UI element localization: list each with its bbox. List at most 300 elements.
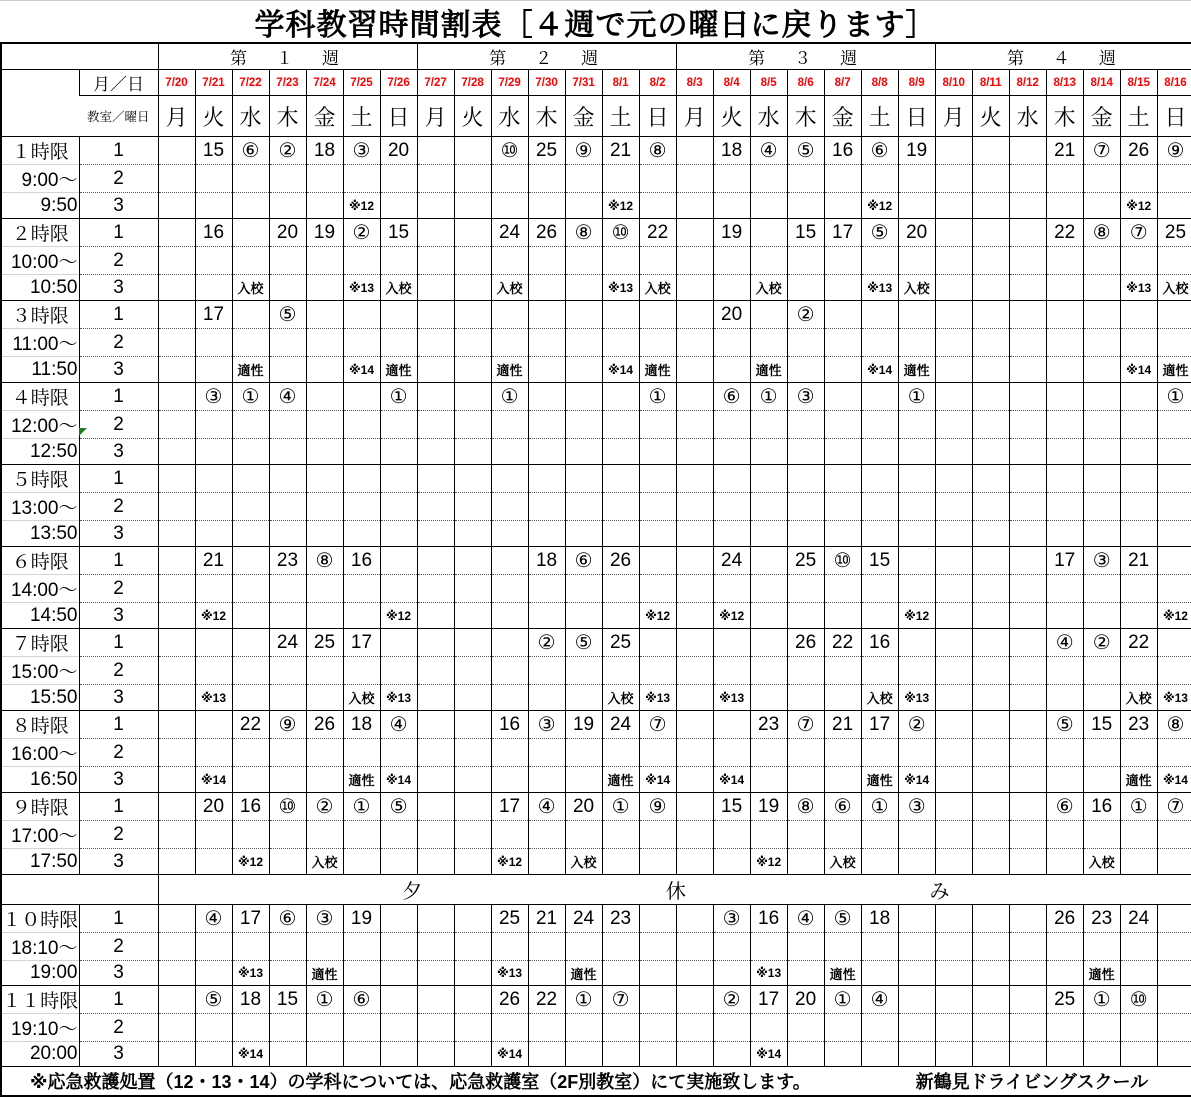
lesson-cell: [676, 961, 713, 986]
lesson-cell: [639, 986, 676, 1014]
lesson-cell: [417, 165, 454, 193]
lesson-cell: [306, 1014, 343, 1042]
lesson-cell: [454, 301, 491, 329]
lesson-cell: [195, 247, 232, 275]
lesson-cell: [639, 657, 676, 685]
lesson-cell: [343, 603, 380, 629]
date-cell: 8/11: [972, 70, 1009, 96]
lesson-cell: [491, 439, 528, 465]
lesson-cell: [750, 301, 787, 329]
lesson-cell: 適性: [1120, 767, 1157, 793]
lesson-cell: [713, 933, 750, 961]
lesson-cell: [1009, 685, 1046, 711]
lesson-cell: 26: [787, 629, 824, 657]
lesson-cell: 16: [861, 629, 898, 657]
lesson-cell: 入校: [380, 275, 417, 301]
lesson-cell: [158, 657, 195, 685]
day-cell: 木: [269, 96, 306, 137]
lesson-cell: [565, 933, 602, 961]
lesson-cell: [861, 1042, 898, 1067]
lesson-cell: [972, 193, 1009, 219]
lesson-cell: ③: [343, 137, 380, 165]
lesson-cell: [750, 603, 787, 629]
lesson-cell: ⑩: [824, 547, 861, 575]
lesson-cell: 25: [491, 905, 528, 933]
lesson-cell: [1083, 329, 1120, 357]
lesson-cell: [1083, 521, 1120, 547]
lesson-cell: [1046, 465, 1083, 493]
lesson-cell: [676, 629, 713, 657]
lesson-cell: [787, 575, 824, 603]
lesson-cell: [343, 301, 380, 329]
date-cell: 7/29: [491, 70, 528, 96]
lesson-cell: [1120, 439, 1157, 465]
lesson-cell: [454, 961, 491, 986]
lesson-cell: [972, 301, 1009, 329]
lesson-cell: [565, 247, 602, 275]
lesson-cell: [232, 193, 269, 219]
lesson-cell: [306, 383, 343, 411]
lesson-cell: ※12: [713, 603, 750, 629]
lesson-cell: [898, 521, 935, 547]
period-time-cell: 12:50: [1, 439, 79, 465]
lesson-cell: [380, 465, 417, 493]
lesson-cell: [269, 575, 306, 603]
corner-blank: [1, 43, 158, 70]
lesson-cell: [306, 247, 343, 275]
lesson-cell: [861, 575, 898, 603]
lesson-cell: [861, 411, 898, 439]
lesson-cell: 17: [1046, 547, 1083, 575]
lesson-cell: [602, 329, 639, 357]
period-name-cell: ７時限: [1, 629, 79, 657]
lesson-cell: [1157, 521, 1191, 547]
lesson-cell: [491, 657, 528, 685]
lesson-cell: ※14: [898, 767, 935, 793]
lesson-cell: ④: [269, 383, 306, 411]
lesson-cell: ⑩: [1120, 986, 1157, 1014]
day-cell: 月: [158, 96, 195, 137]
lesson-cell: [343, 439, 380, 465]
lesson-cell: [1120, 1014, 1157, 1042]
day-cell: 月: [417, 96, 454, 137]
lesson-cell: [158, 767, 195, 793]
lesson-cell: 26: [528, 219, 565, 247]
lesson-cell: [232, 739, 269, 767]
lesson-cell: ②: [1083, 629, 1120, 657]
lesson-cell: [232, 767, 269, 793]
lesson-cell: [1120, 465, 1157, 493]
lesson-cell: ⑦: [1120, 219, 1157, 247]
lesson-cell: [343, 961, 380, 986]
lesson-cell: [158, 383, 195, 411]
date-cell: 7/31: [565, 70, 602, 96]
lesson-cell: [1083, 1042, 1120, 1067]
lesson-cell: [639, 439, 676, 465]
lesson-cell: ⑤: [787, 137, 824, 165]
lesson-cell: [676, 357, 713, 383]
lesson-cell: [1009, 739, 1046, 767]
lesson-cell: [824, 767, 861, 793]
lesson-cell: [269, 657, 306, 685]
lesson-cell: ③: [195, 383, 232, 411]
lesson-cell: [417, 575, 454, 603]
lesson-cell: [935, 411, 972, 439]
lesson-cell: ※12: [602, 193, 639, 219]
lesson-cell: [1120, 657, 1157, 685]
lesson-cell: 26: [1046, 905, 1083, 933]
lesson-cell: ※12: [195, 603, 232, 629]
lesson-cell: ⑦: [1083, 137, 1120, 165]
lesson-cell: [491, 329, 528, 357]
lesson-cell: 15: [1083, 711, 1120, 739]
lesson-cell: [935, 657, 972, 685]
lesson-cell: [380, 1014, 417, 1042]
lesson-cell: [639, 493, 676, 521]
lesson-cell: [343, 657, 380, 685]
lesson-cell: [935, 685, 972, 711]
lesson-cell: [417, 657, 454, 685]
lesson-cell: [1157, 547, 1191, 575]
lesson-cell: [676, 247, 713, 275]
lesson-cell: [1083, 357, 1120, 383]
lesson-cell: [1157, 905, 1191, 933]
lesson-cell: [676, 905, 713, 933]
lesson-cell: 22: [639, 219, 676, 247]
lesson-cell: [639, 465, 676, 493]
week-header-4: 第 ４ 週: [935, 43, 1191, 70]
lesson-cell: 18: [306, 137, 343, 165]
lesson-cell: 16: [232, 793, 269, 821]
lesson-cell: [898, 439, 935, 465]
lesson-cell: 21: [195, 547, 232, 575]
lesson-cell: [417, 1014, 454, 1042]
room-cell: 2: [79, 821, 158, 849]
lesson-cell: [750, 739, 787, 767]
lesson-cell: [1009, 629, 1046, 657]
lesson-cell: ⑦: [639, 711, 676, 739]
lesson-cell: [676, 165, 713, 193]
lesson-cell: [454, 793, 491, 821]
period-time-cell: 19:10～: [1, 1014, 79, 1042]
period-time-cell: 12:00～: [1, 411, 79, 439]
lesson-cell: [565, 603, 602, 629]
lesson-cell: ※13: [343, 275, 380, 301]
lesson-cell: [269, 1014, 306, 1042]
day-cell: 土: [1120, 96, 1157, 137]
lesson-cell: 適性: [1083, 961, 1120, 986]
lesson-cell: [602, 821, 639, 849]
lesson-cell: [380, 247, 417, 275]
lesson-cell: 入校: [602, 685, 639, 711]
lesson-cell: [824, 275, 861, 301]
lesson-cell: [491, 521, 528, 547]
lesson-cell: [787, 821, 824, 849]
lesson-cell: [1083, 739, 1120, 767]
lesson-cell: 適性: [343, 767, 380, 793]
date-cell: 7/28: [454, 70, 491, 96]
lesson-cell: [343, 493, 380, 521]
room-cell: 1: [79, 383, 158, 411]
lesson-cell: 20: [713, 301, 750, 329]
lesson-cell: [491, 165, 528, 193]
lesson-cell: [1157, 821, 1191, 849]
lesson-cell: 17: [491, 793, 528, 821]
lesson-cell: ①: [639, 383, 676, 411]
lesson-cell: [269, 849, 306, 875]
lesson-cell: [824, 357, 861, 383]
room-cell: 2: [79, 247, 158, 275]
lesson-cell: 21: [824, 711, 861, 739]
green-corner-marker: [79, 428, 87, 436]
lesson-cell: 24: [565, 905, 602, 933]
lesson-cell: [565, 301, 602, 329]
lesson-cell: [972, 821, 1009, 849]
lesson-cell: [972, 739, 1009, 767]
lesson-cell: [713, 575, 750, 603]
lesson-cell: ※14: [232, 1042, 269, 1067]
lesson-cell: [491, 301, 528, 329]
lesson-cell: [454, 1014, 491, 1042]
lesson-cell: [454, 603, 491, 629]
lesson-cell: [454, 933, 491, 961]
lesson-cell: [306, 493, 343, 521]
lesson-cell: [491, 821, 528, 849]
date-cell: 8/3: [676, 70, 713, 96]
lesson-cell: ①: [380, 383, 417, 411]
lesson-cell: [972, 219, 1009, 247]
room-cell: 1: [79, 711, 158, 739]
lesson-cell: [343, 739, 380, 767]
lesson-cell: [824, 657, 861, 685]
lesson-cell: [787, 603, 824, 629]
lesson-cell: [528, 411, 565, 439]
lesson-cell: [417, 357, 454, 383]
lesson-cell: [1120, 849, 1157, 875]
lesson-cell: [861, 961, 898, 986]
lesson-cell: [491, 193, 528, 219]
date-cell: 8/8: [861, 70, 898, 96]
lesson-cell: [639, 1014, 676, 1042]
lesson-cell: ⑧: [1157, 711, 1191, 739]
lesson-cell: [676, 329, 713, 357]
lesson-cell: [1046, 275, 1083, 301]
lesson-cell: [158, 219, 195, 247]
lesson-cell: [824, 247, 861, 275]
lesson-cell: [972, 933, 1009, 961]
lesson-cell: [565, 1014, 602, 1042]
lesson-cell: ※13: [602, 275, 639, 301]
lesson-cell: [1046, 961, 1083, 986]
lesson-cell: [417, 603, 454, 629]
lesson-cell: 適性: [861, 767, 898, 793]
lesson-cell: [713, 493, 750, 521]
lesson-cell: [565, 493, 602, 521]
lesson-cell: 21: [1046, 137, 1083, 165]
lesson-cell: [158, 465, 195, 493]
footer-row: [1, 1067, 1191, 1096]
lesson-cell: [565, 821, 602, 849]
lesson-cell: 16: [1083, 793, 1120, 821]
lesson-cell: 15: [195, 137, 232, 165]
lesson-cell: [565, 685, 602, 711]
room-cell: 1: [79, 793, 158, 821]
lesson-cell: ※13: [195, 685, 232, 711]
day-cell: 金: [1083, 96, 1120, 137]
day-cell: 火: [454, 96, 491, 137]
lesson-cell: [195, 933, 232, 961]
lesson-cell: [528, 849, 565, 875]
lesson-cell: [158, 521, 195, 547]
lesson-cell: [861, 603, 898, 629]
lesson-cell: 16: [343, 547, 380, 575]
lesson-cell: [1046, 575, 1083, 603]
lesson-cell: ③: [787, 383, 824, 411]
lesson-cell: 17: [343, 629, 380, 657]
lesson-cell: [1157, 1014, 1191, 1042]
lesson-cell: [935, 547, 972, 575]
room-cell: 1: [79, 137, 158, 165]
lesson-cell: [195, 575, 232, 603]
lesson-cell: [454, 1042, 491, 1067]
lesson-cell: [491, 767, 528, 793]
lesson-cell: [824, 575, 861, 603]
day-cell: 土: [343, 96, 380, 137]
room-cell: 3: [79, 961, 158, 986]
lesson-cell: [824, 821, 861, 849]
lesson-cell: [343, 575, 380, 603]
lesson-cell: 21: [602, 137, 639, 165]
lesson-cell: [1046, 657, 1083, 685]
lesson-cell: [491, 575, 528, 603]
lesson-cell: [195, 711, 232, 739]
lesson-cell: [972, 849, 1009, 875]
lesson-cell: [417, 961, 454, 986]
date-cell: 8/1: [602, 70, 639, 96]
lesson-cell: [343, 165, 380, 193]
lesson-cell: [713, 275, 750, 301]
lesson-cell: 20: [269, 219, 306, 247]
lesson-cell: [195, 629, 232, 657]
lesson-cell: [713, 465, 750, 493]
lesson-cell: [1083, 439, 1120, 465]
lesson-cell: 入校: [750, 275, 787, 301]
period-name-cell: １１時限: [1, 986, 79, 1014]
lesson-cell: [454, 739, 491, 767]
lesson-cell: [454, 629, 491, 657]
lesson-cell: [343, 821, 380, 849]
lesson-cell: [306, 575, 343, 603]
lesson-cell: [232, 247, 269, 275]
lesson-cell: [306, 193, 343, 219]
lesson-cell: [898, 821, 935, 849]
lesson-cell: [676, 465, 713, 493]
period-time-cell: 17:00～: [1, 821, 79, 849]
lesson-cell: [787, 329, 824, 357]
lesson-cell: [195, 657, 232, 685]
lesson-cell: [750, 219, 787, 247]
lesson-cell: [787, 465, 824, 493]
lesson-cell: [1120, 933, 1157, 961]
lesson-cell: ②: [269, 137, 306, 165]
lesson-cell: [269, 767, 306, 793]
lesson-cell: [1009, 1014, 1046, 1042]
lesson-cell: [306, 685, 343, 711]
lesson-cell: [676, 575, 713, 603]
lesson-cell: [528, 301, 565, 329]
lesson-cell: [1157, 849, 1191, 875]
date-cell: 7/27: [417, 70, 454, 96]
lesson-cell: 入校: [1083, 849, 1120, 875]
lesson-cell: [972, 986, 1009, 1014]
lesson-cell: ※12: [1157, 603, 1191, 629]
lesson-cell: [713, 1014, 750, 1042]
date-cell: 7/24: [306, 70, 343, 96]
lesson-cell: ④: [787, 905, 824, 933]
lesson-cell: ④: [528, 793, 565, 821]
lesson-cell: [1046, 1014, 1083, 1042]
lesson-cell: [898, 193, 935, 219]
lesson-cell: 16: [824, 137, 861, 165]
lesson-cell: [380, 493, 417, 521]
lesson-cell: [1120, 603, 1157, 629]
lesson-cell: [898, 657, 935, 685]
lesson-cell: 24: [602, 711, 639, 739]
period-name-cell: ４時限: [1, 383, 79, 411]
room-cell: 3: [79, 603, 158, 629]
lesson-cell: [1046, 193, 1083, 219]
lesson-cell: [158, 711, 195, 739]
lesson-cell: ②: [787, 301, 824, 329]
lesson-cell: 20: [565, 793, 602, 821]
day-cell: 月: [935, 96, 972, 137]
evening-break-cell: [158, 875, 1191, 905]
lesson-cell: [787, 1014, 824, 1042]
lesson-cell: [380, 986, 417, 1014]
period-time-cell: 9:50: [1, 193, 79, 219]
day-cell: 水: [491, 96, 528, 137]
lesson-cell: [676, 821, 713, 849]
lesson-cell: [1046, 439, 1083, 465]
lesson-cell: [158, 933, 195, 961]
lesson-cell: [898, 247, 935, 275]
lesson-cell: [380, 739, 417, 767]
lesson-cell: [935, 165, 972, 193]
lesson-cell: [232, 685, 269, 711]
room-cell: 2: [79, 575, 158, 603]
lesson-cell: [417, 137, 454, 165]
lesson-cell: [824, 193, 861, 219]
lesson-cell: ⑥: [861, 137, 898, 165]
lesson-cell: [269, 465, 306, 493]
lesson-cell: [787, 739, 824, 767]
period-time-cell: 18:10～: [1, 933, 79, 961]
lesson-cell: [750, 547, 787, 575]
day-cell: 木: [1046, 96, 1083, 137]
lesson-cell: [454, 821, 491, 849]
lesson-cell: ※14: [750, 1042, 787, 1067]
lesson-cell: [306, 411, 343, 439]
evening-break-char: 夕: [402, 881, 423, 903]
lesson-cell: 15: [269, 986, 306, 1014]
lesson-cell: [676, 521, 713, 547]
lesson-cell: [1009, 711, 1046, 739]
lesson-cell: [824, 165, 861, 193]
lesson-cell: 22: [232, 711, 269, 739]
lesson-cell: [232, 547, 269, 575]
lesson-cell: [380, 1042, 417, 1067]
date-cell: 8/16: [1157, 70, 1191, 96]
